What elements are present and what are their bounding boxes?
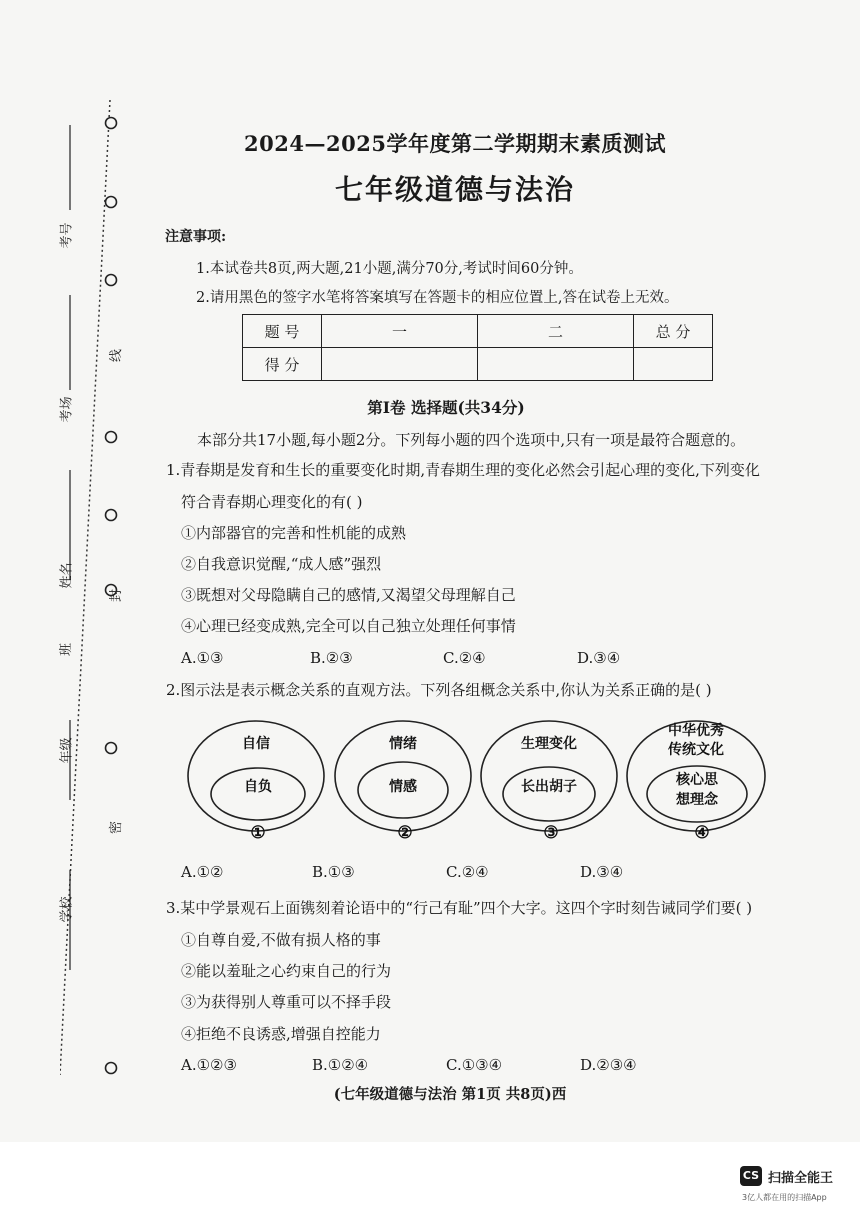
binding-hole	[106, 510, 117, 521]
field-name: 姓名	[59, 562, 75, 589]
statement: ②能以羞耻之心约束自己的行为	[181, 962, 392, 980]
question-stem: 3.某中学景观石上面镌刻着论语中的“行己有耻”四个大字。这四个字时刻告诫同学们要( )	[166, 899, 753, 917]
page-footer: (七年级道德与法治 第1页 共8页)西	[333, 1086, 567, 1103]
diagram-number: ④	[694, 823, 710, 843]
scanner-tagline: 3亿人都在用的扫描App	[742, 1193, 827, 1202]
answer-option: B.①②④	[312, 1056, 369, 1074]
diagram-outer-label: 情绪	[389, 736, 417, 752]
statement: ①内部器官的完善和性机能的成熟	[181, 524, 407, 542]
section-title: 第Ⅰ卷 选择题(共34分)	[367, 398, 525, 417]
diagram-number: ①	[250, 823, 266, 843]
answer-option: C.②④	[443, 649, 486, 667]
field-exam-room: 考场	[59, 396, 75, 423]
question-stem: 符合青春期心理变化的有( )	[181, 493, 363, 511]
binding-hole	[106, 118, 117, 129]
score-table-label: 得 分	[243, 348, 322, 381]
score-cell	[478, 348, 634, 381]
statement: ④拒绝不良诱惑,增强自控能力	[181, 1025, 381, 1043]
answer-option: C.①③④	[446, 1056, 503, 1074]
binding-hole	[106, 432, 117, 443]
concept-diagrams	[186, 718, 776, 844]
score-table-header: 题 号	[243, 315, 322, 348]
answer-option: D.③④	[577, 649, 621, 667]
answer-option: B.①③	[312, 863, 355, 881]
field-class: 班	[59, 642, 75, 657]
binding-hole	[106, 743, 117, 754]
score-table-header: 二	[478, 315, 634, 348]
score-table-header: 一	[322, 315, 478, 348]
diagram-inner-label: 核心思	[676, 772, 718, 788]
answer-option: D.②③④	[580, 1056, 637, 1074]
exam-subject: 七年级道德与法治	[334, 173, 575, 206]
score-cell	[322, 348, 478, 381]
seal-char-xian: 线	[109, 348, 125, 363]
answer-option: B.②③	[310, 649, 353, 667]
diagram-number: ②	[397, 823, 413, 843]
field-exam-no: 考号	[59, 222, 75, 249]
score-table-header: 总 分	[634, 315, 713, 348]
diagram-outer-label: 传统文化	[668, 742, 724, 758]
answer-option: C.②④	[446, 863, 489, 881]
field-grade: 年级	[59, 737, 75, 764]
statement: ③为获得别人尊重可以不择手段	[181, 993, 392, 1011]
binding-hole	[106, 1063, 117, 1074]
score-cell	[634, 348, 713, 381]
answer-option: A.①②③	[181, 1056, 237, 1074]
diagram-inner-label: 自负	[244, 779, 272, 795]
question-stem: 1.青春期是发育和生长的重要变化时期,青春期生理的变化必然会引起心理的变化,下列变化	[166, 461, 760, 479]
answer-option: D.③④	[580, 863, 624, 881]
score-table	[242, 314, 713, 381]
notice-heading: 注意事项:	[165, 229, 227, 245]
section-instruction: 本部分共17小题,每小题2分。下列每小题的四个选项中,只有一项是最符合题意的。	[197, 431, 746, 449]
question-stem: 2.图示法是表示概念关系的直观方法。下列各组概念关系中,你认为关系正确的是( )	[166, 681, 712, 699]
scanner-app-name: 扫描全能王	[768, 1171, 834, 1186]
statement: ①自尊自爱,不做有损人格的事	[181, 931, 381, 949]
diagram-outer-label: 中华优秀	[668, 723, 724, 739]
diagram-inner-label: 长出胡子	[521, 779, 577, 795]
seal-char-mi: 密	[109, 820, 125, 835]
notice-item: 2.请用黑色的签字水笔将答案填写在答题卡的相应位置上,答在试卷上无效。	[196, 290, 679, 306]
diagram-number: ③	[543, 823, 559, 843]
notice-item: 1.本试卷共8页,两大题,21小题,满分70分,考试时间60分钟。	[196, 261, 583, 277]
answer-option: A.①③	[181, 649, 224, 667]
answer-option: A.①②	[181, 863, 224, 881]
statement: ④心理已经变成熟,完全可以自己独立处理任何事情	[181, 617, 516, 635]
binding-hole	[106, 275, 117, 286]
statement: ③既想对父母隐瞒自己的感情,又渴望父母理解自己	[181, 586, 516, 604]
diagram-inner-label: 情感	[389, 779, 417, 795]
exam-title: 2024—2025学年度第二学期期末素质测试	[244, 131, 666, 156]
statement: ②自我意识觉醒,“成人感”强烈	[181, 555, 382, 573]
diagram-outer-label: 生理变化	[521, 736, 577, 752]
field-school: 学校	[59, 896, 75, 923]
scanner-logo-icon: CS	[740, 1166, 762, 1186]
seal-char-feng: 封	[109, 588, 125, 603]
diagram-inner-label: 想理念	[676, 792, 718, 808]
diagram-outer-label: 自信	[242, 736, 270, 752]
